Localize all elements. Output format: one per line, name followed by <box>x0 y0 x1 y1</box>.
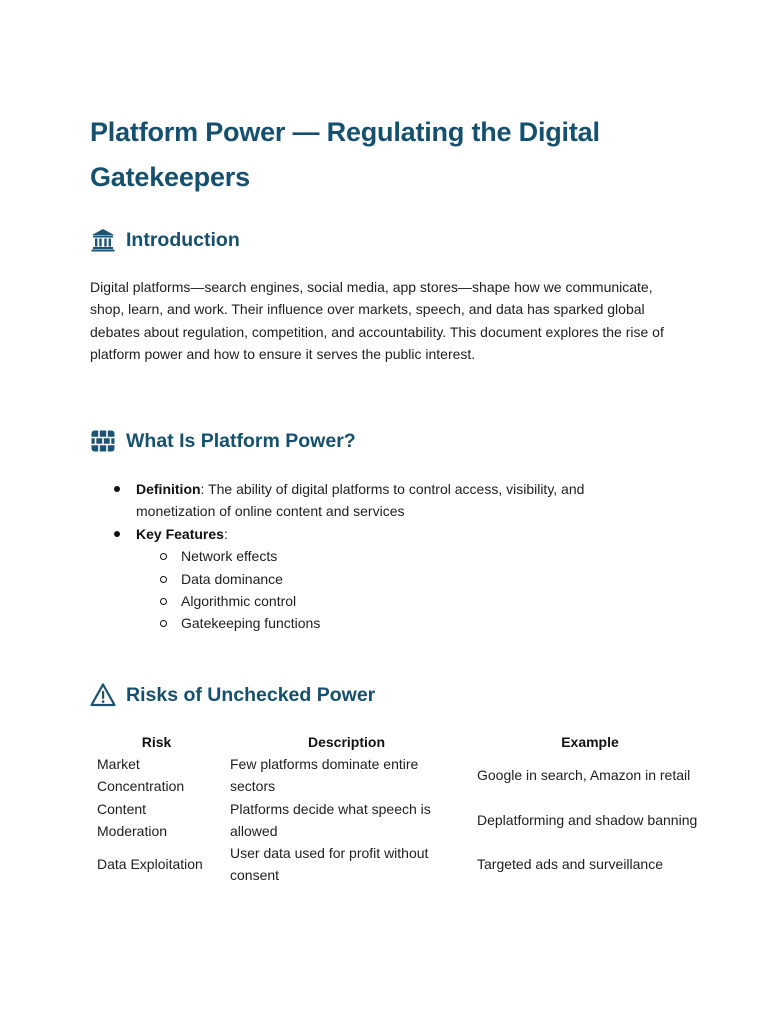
risk-cell: Market Concentration <box>97 756 185 795</box>
feature-item: Gatekeeping functions <box>136 612 650 634</box>
what-is-platform-power-heading-text: What Is Platform Power? <box>126 429 356 452</box>
classical-building-icon <box>90 227 116 253</box>
risks-heading-text: Risks of Unchecked Power <box>126 683 376 706</box>
definition-text: : The ability of digital platforms to control access, visibility, and monetization of online content and services <box>136 481 585 520</box>
warning-icon <box>90 682 116 708</box>
key-features-list <box>136 545 650 635</box>
risks-table <box>90 731 710 886</box>
column-header-example: Example <box>561 734 619 750</box>
risk-cell: Data Exploitation <box>97 856 203 873</box>
table-row <box>90 753 710 797</box>
feature-item: Network effects <box>136 545 650 567</box>
introduction-heading-text: Introduction <box>126 228 240 251</box>
risks-heading <box>90 680 375 710</box>
table-header-row <box>90 731 710 753</box>
what-is-platform-power-heading <box>90 426 356 456</box>
table-row <box>90 798 710 842</box>
description-cell: User data used for profit without consent <box>230 845 429 884</box>
platform-power-bullet-list <box>90 478 650 635</box>
key-features-colon: : <box>223 525 228 542</box>
example-cell: Deplatforming and shadow banning <box>477 811 698 828</box>
description-cell: Platforms decide what speech is allowed <box>230 800 431 839</box>
example-cell: Google in search, Amazon in retail <box>477 767 691 784</box>
feature-item: Algorithmic control <box>136 590 650 612</box>
brick-wall-icon <box>90 428 116 454</box>
definition-label: Definition <box>136 481 201 497</box>
column-header-description: Description <box>307 734 385 750</box>
document-title: Platform Power — Regulating the Digital Gatekeepers <box>90 117 600 192</box>
introduction-paragraph: Digital platforms—search engines, social media, app stores—shape how we communicate, shop, learn, and work. Their influence over markets, speech, and data has sparked global debates about regulation, competition, and accountability. This document explores the rise of platform power and how to ensure it serves the public interest. <box>90 279 664 363</box>
key-features-bullet <box>90 523 650 635</box>
key-features-label: Key Features <box>136 525 224 542</box>
definition-bullet <box>90 478 650 523</box>
description-cell: Few platforms dominate entire sectors <box>230 756 419 795</box>
table-row <box>90 842 710 886</box>
feature-item: Data dominance <box>136 568 650 590</box>
risk-cell: Content Moderation <box>97 800 168 839</box>
example-cell: Targeted ads and surveillance <box>477 856 664 873</box>
introduction-heading <box>90 225 240 255</box>
column-header-risk: Risk <box>141 734 172 750</box>
